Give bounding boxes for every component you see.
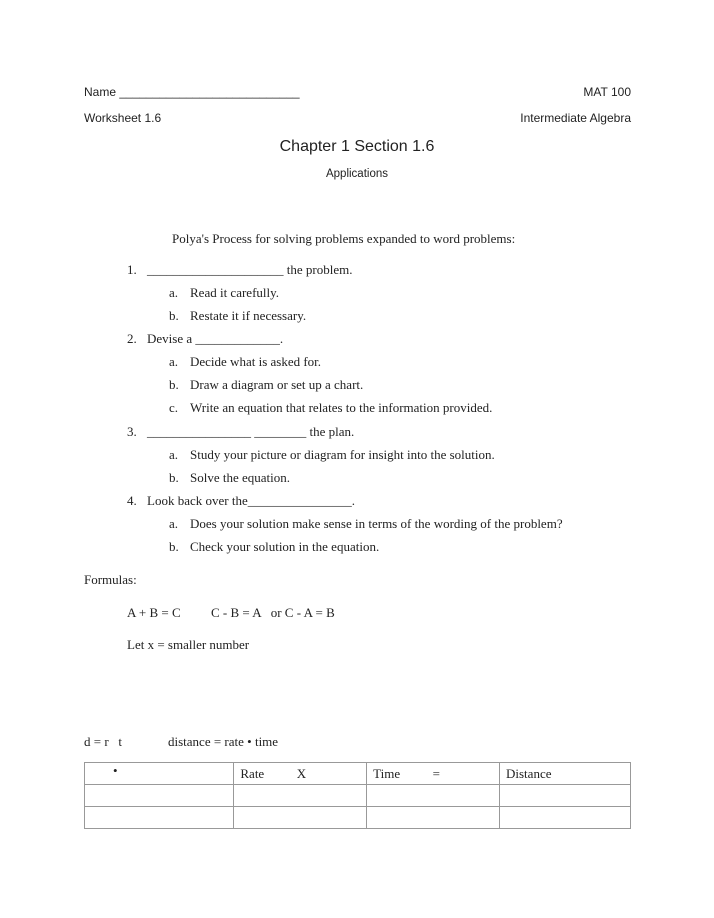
course-name: Intermediate Algebra xyxy=(520,111,631,125)
step-number: 3. xyxy=(127,424,137,439)
table-cell[interactable] xyxy=(367,785,500,807)
formula-difference: C - B = A or C - A = B xyxy=(211,605,335,620)
substep-letter: a. xyxy=(169,285,179,300)
table-cell[interactable] xyxy=(234,785,367,807)
substep-letter: b. xyxy=(169,308,179,323)
name-field: Name ___________________________ xyxy=(84,85,300,99)
table-header-row xyxy=(85,763,631,785)
intro-text: Polya's Process for solving problems expanded to word problems: xyxy=(172,231,516,246)
table-cell[interactable] xyxy=(234,807,367,829)
substep-letter: a. xyxy=(169,447,179,462)
substep-text: Read it carefully. xyxy=(190,285,280,300)
drt-table xyxy=(84,762,631,829)
substep-text: Draw a diagram or set up a chart. xyxy=(190,377,364,392)
table-row xyxy=(85,807,631,829)
table-cell[interactable] xyxy=(500,807,631,829)
substep-text: Decide what is asked for. xyxy=(190,354,322,369)
step-number: 4. xyxy=(127,493,137,508)
substep-letter: b. xyxy=(169,539,179,554)
substep-text: Restate it if necessary. xyxy=(190,308,307,323)
substep-text: Does your solution make sense in terms of the wording of the problem? xyxy=(190,516,563,531)
step-text: Look back over the________________. xyxy=(147,493,355,508)
step-number: 1. xyxy=(127,262,137,277)
page-title: Chapter 1 Section 1.6 xyxy=(279,138,435,155)
substep-letter: a. xyxy=(169,516,179,531)
table-cell[interactable] xyxy=(85,785,234,807)
substep-text: Check your solution in the equation. xyxy=(190,539,380,554)
step-text: Devise a _____________. xyxy=(147,331,284,346)
table-cell[interactable] xyxy=(85,807,234,829)
step-text: ________________ ________ the plan. xyxy=(147,424,355,439)
let-statement: Let x = smaller number xyxy=(127,637,250,652)
worksheet-label: Worksheet 1.6 xyxy=(84,111,162,125)
table-cell: Time = xyxy=(367,763,500,785)
table-row xyxy=(85,785,631,807)
substep-text: Write an equation that relates to the information provided. xyxy=(190,400,493,415)
table-cell: • xyxy=(85,763,234,785)
substep-letter: b. xyxy=(169,470,179,485)
substep-letter: c. xyxy=(169,400,179,415)
formula-sum: A + B = C xyxy=(127,605,181,620)
substep-text: Solve the equation. xyxy=(190,470,291,485)
substep-text: Study your picture or diagram for insight into the solution. xyxy=(190,447,495,462)
drt-formula: d = r t xyxy=(84,734,123,749)
substep-letter: a. xyxy=(169,354,179,369)
table-cell: Distance xyxy=(500,763,631,785)
substep-letter: b. xyxy=(169,377,179,392)
page-subtitle: Applications xyxy=(325,168,388,180)
step-text: _____________________ the problem. xyxy=(147,262,353,277)
distance-formula: distance = rate • time xyxy=(168,734,279,749)
table-cell[interactable] xyxy=(367,807,500,829)
course-code: MAT 100 xyxy=(583,85,631,99)
formulas-label: Formulas: xyxy=(84,572,137,587)
step-number: 2. xyxy=(127,331,137,346)
table-cell: Rate X xyxy=(234,763,367,785)
table-cell[interactable] xyxy=(500,785,631,807)
